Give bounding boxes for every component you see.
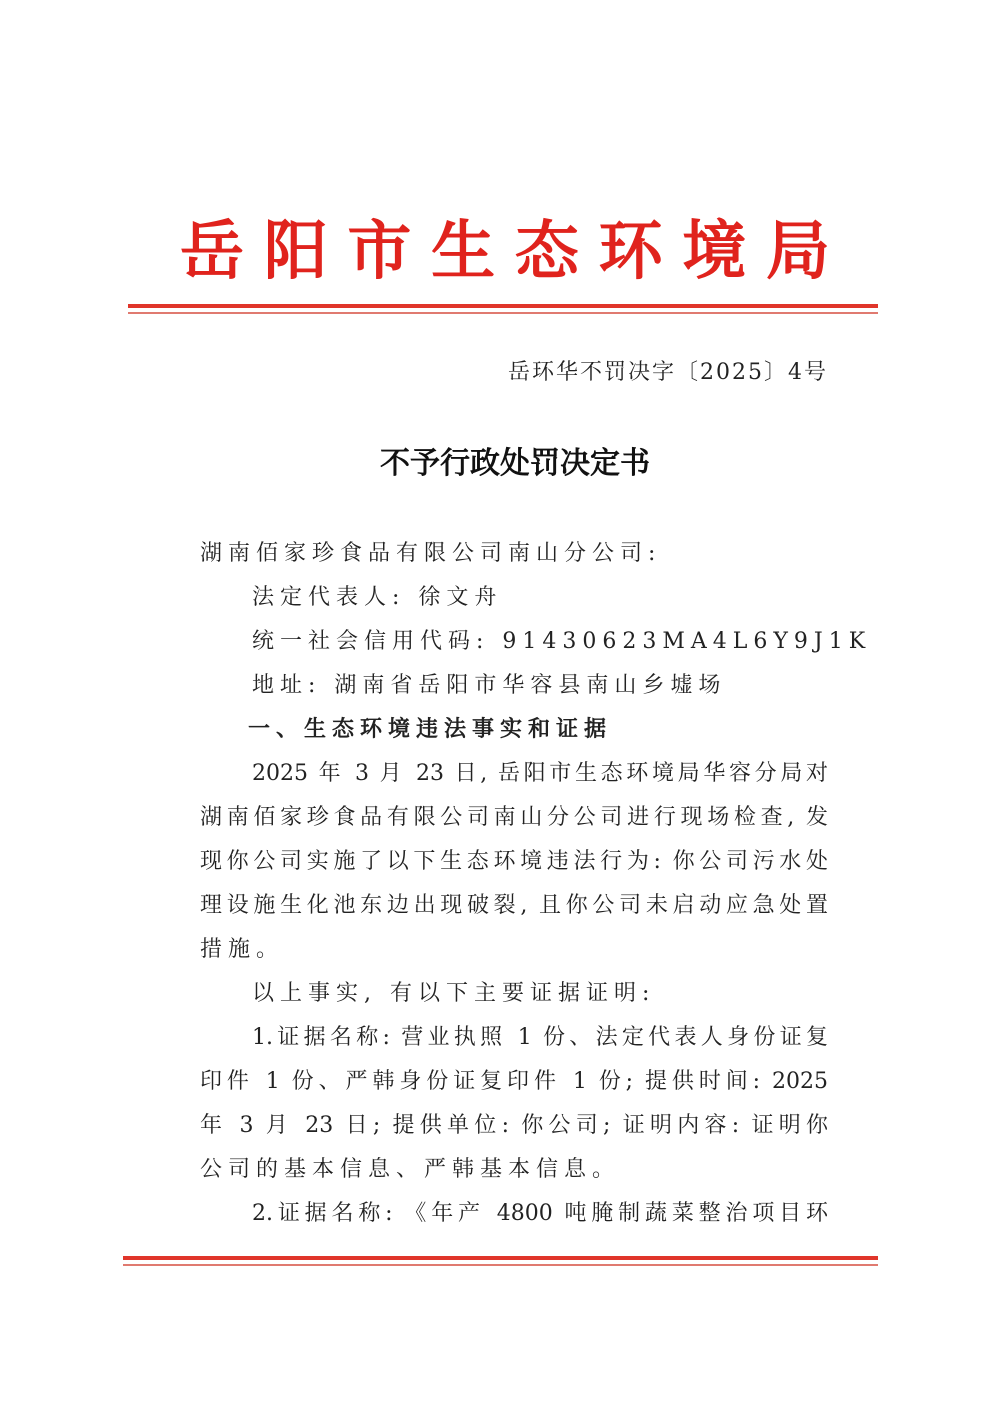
paragraph-line: 以上事实, 有以下主要证据证明: bbox=[252, 981, 656, 1006]
paragraph-line: 理设施生化池东边出现破裂, 且你公司未启动应急处置 bbox=[200, 893, 828, 918]
paragraph-line: 1.证据名称: 营业执照 1 份、法定代表人身份证复 bbox=[252, 1025, 828, 1050]
section-heading: 一、生态环境违法事实和证据 bbox=[248, 717, 613, 742]
document-number: 岳环华不罚决字〔2025〕4号 bbox=[508, 360, 828, 385]
paragraph-line: 现你公司实施了以下生态环境违法行为: 你公司污水处 bbox=[200, 849, 828, 874]
paragraph-line: 2025 年 3 月 23 日, 岳阳市生态环境局华容分局对 bbox=[252, 761, 828, 786]
recipient: 湖南佰家珍食品有限公司南山分公司: bbox=[200, 541, 662, 566]
header-rule-thin bbox=[128, 312, 878, 314]
paragraph-line: 湖南佰家珍食品有限公司南山分公司进行现场检查, 发 bbox=[200, 805, 828, 830]
credit-code: 统一社会信用代码: 91430623MA4L6Y9J1K bbox=[252, 629, 872, 654]
footer-rule-thick bbox=[123, 1256, 878, 1260]
agency-letterhead: 岳阳市生态环境局 bbox=[180, 214, 830, 289]
header-rule-thick bbox=[128, 304, 878, 308]
document-body bbox=[200, 532, 872, 1236]
address: 地址: 湖南省岳阳市华容县南山乡墟场 bbox=[252, 673, 727, 698]
footer-rule-thin bbox=[123, 1264, 878, 1266]
paragraph-line: 公司的基本信息、严韩基本信息。 bbox=[200, 1157, 621, 1182]
document-title: 不予行政处罚决定书 bbox=[380, 446, 650, 481]
paragraph-line: 年 3 月 23 日; 提供单位: 你公司; 证明内容: 证明你 bbox=[200, 1113, 828, 1138]
paragraph-line: 措施。 bbox=[200, 937, 285, 962]
paragraph-line: 2.证据名称: 《年产 4800 吨腌制蔬菜整治项目环 bbox=[252, 1201, 828, 1226]
legal-representative: 法定代表人: 徐文舟 bbox=[252, 585, 503, 610]
paragraph-line: 印件 1 份、严韩身份证复印件 1 份; 提供时间: 2025 bbox=[200, 1069, 828, 1094]
